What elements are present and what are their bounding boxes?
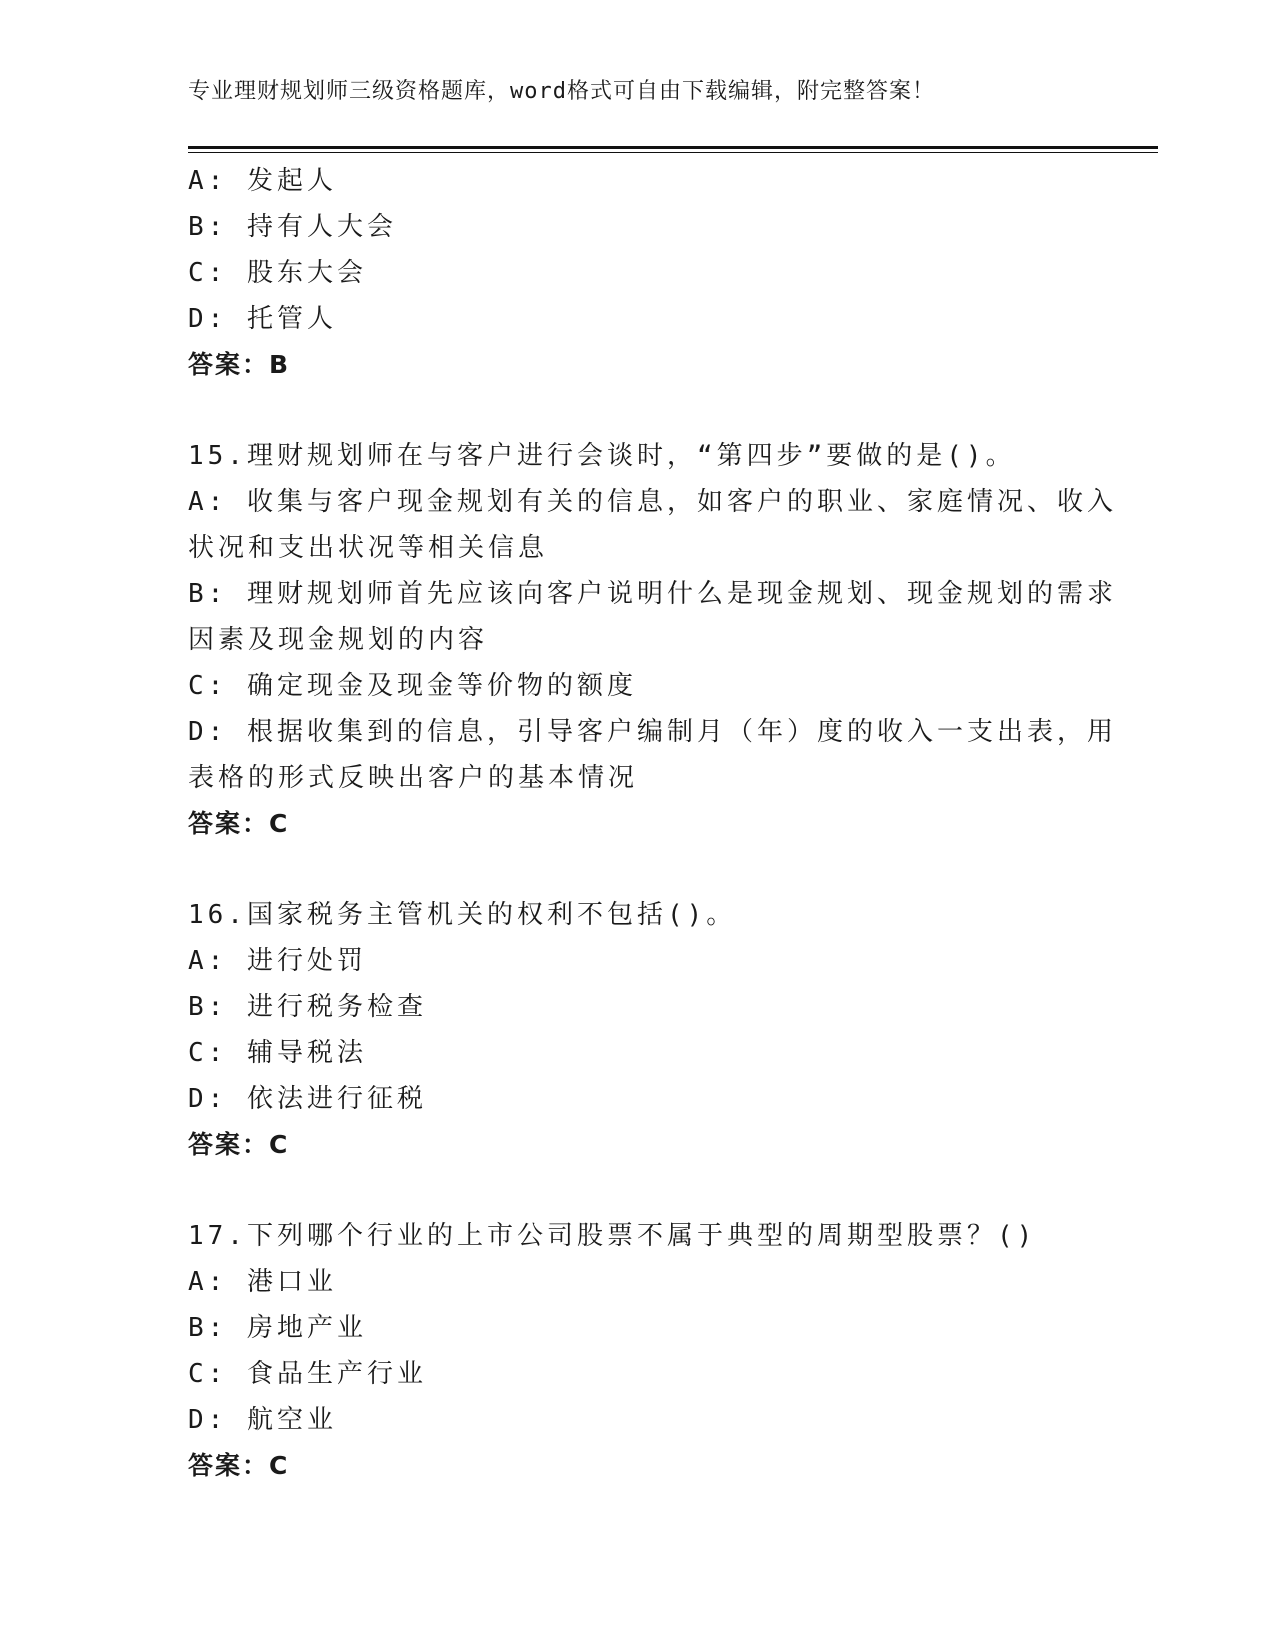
option-d-continued: 表格的形式反映出客户的基本情况 — [188, 763, 639, 793]
option-b: B: 持有人大会 — [188, 212, 397, 242]
header-rule-thick — [188, 146, 1158, 149]
option-c: C: 股东大会 — [188, 258, 367, 288]
question-text: 15.理财规划师在与客户进行会谈时，“第四步”要做的是()。 — [188, 441, 1016, 471]
prev-question-block — [188, 158, 1088, 388]
option-c: C: 食品生产行业 — [188, 1359, 427, 1389]
header-rule-thin — [188, 152, 1158, 153]
question-16-block — [188, 892, 1088, 1168]
question-15-block — [188, 433, 1117, 847]
option-b: B: 房地产业 — [188, 1313, 367, 1343]
option-b-continued: 因素及现金规划的内容 — [188, 625, 489, 655]
answer: 答案：C — [188, 1451, 290, 1480]
option-a-continued: 状况和支出状况等相关信息 — [188, 533, 549, 563]
question-text: 17.下列哪个行业的上市公司股票不属于典型的周期型股票？() — [188, 1221, 1037, 1251]
option-c: C: 辅导税法 — [188, 1038, 367, 1068]
answer: 答案：B — [188, 350, 291, 379]
option-d: D: 根据收集到的信息，引导客户编制月（年）度的收入一支出表，用 — [188, 717, 1117, 747]
option-c: C: 确定现金及现金等价物的额度 — [188, 671, 637, 701]
question-text: 16.国家税务主管机关的权利不包括()。 — [188, 900, 737, 930]
answer: 答案：C — [188, 1130, 290, 1159]
option-a: A: 发起人 — [188, 166, 337, 196]
option-b: B: 理财规划师首先应该向客户说明什么是现金规划、现金规划的需求 — [188, 579, 1117, 609]
option-d: D: 依法进行征税 — [188, 1084, 427, 1114]
page-header: 专业理财规划师三级资格题库，word格式可自由下载编辑，附完整答案！ — [188, 79, 935, 104]
option-d: D: 托管人 — [188, 304, 337, 334]
question-17-block — [188, 1213, 1088, 1489]
question-content — [188, 158, 1117, 1489]
option-b: B: 进行税务检查 — [188, 992, 427, 1022]
option-a: A: 进行处罚 — [188, 946, 367, 976]
option-a: A: 港口业 — [188, 1267, 337, 1297]
answer: 答案：C — [188, 809, 290, 838]
option-d: D: 航空业 — [188, 1405, 337, 1435]
option-a: A: 收集与客户现金规划有关的信息，如客户的职业、家庭情况、收入 — [188, 487, 1117, 517]
